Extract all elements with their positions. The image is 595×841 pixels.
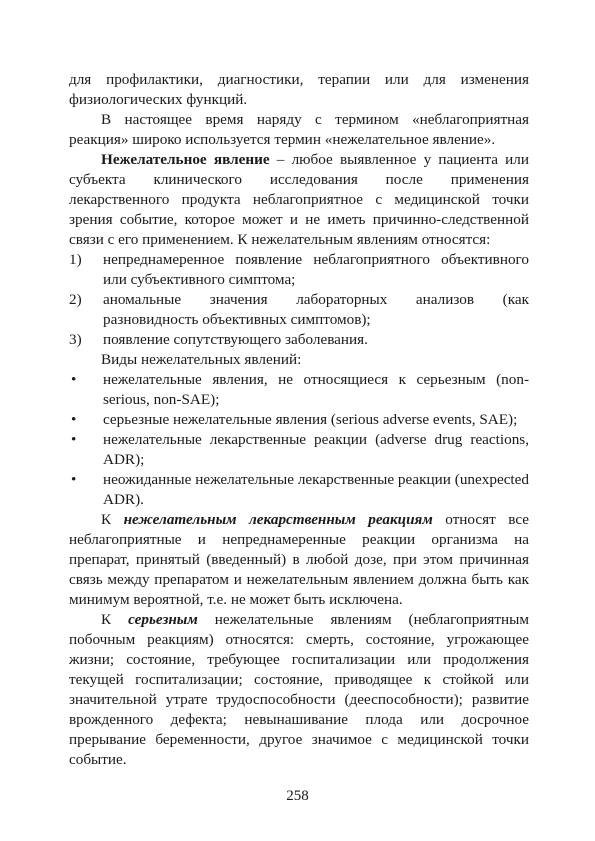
list-item-text: аномальные значения лабораторных анализов (как разновидность объективных симптомов); (103, 291, 529, 328)
paragraph-lead: К (101, 611, 129, 628)
bullet-item-text: серьезные нежелательные явления (serious adverse events, SAE); (103, 411, 518, 428)
bullet-item-text: нежелательные лекарственные реакции (adverse drug reactions, ADR); (103, 431, 529, 468)
list-item (69, 250, 529, 290)
list-number: 3) (69, 331, 82, 348)
bullet-item (69, 470, 529, 510)
term-serious: серьезным (128, 611, 198, 628)
definition-text: – любое выявленное у пациента или субъекта клинического исследования после применения лекарственного продукта неблагоприятное с медицинской точки зрения событие, которое может и не иметь причинно-следственной связи с его применением. К нежелательным явлениям относятся: (69, 151, 529, 248)
paragraph-lead: К (101, 511, 124, 528)
bullet-item-text: неожиданные нежелательные лекарственные реакции (unexpected ADR). (103, 471, 529, 508)
list-item-text: непреднамеренное появление неблагоприятного объективного или субъективного симптома; (103, 251, 529, 288)
list-number: 2) (69, 291, 82, 308)
body-text (69, 70, 529, 770)
paragraph-adverse-reaction-term: В настоящее время наряду с термином «неблагоприятная реакция» широко используется термин «нежелательное явление». (69, 111, 529, 148)
bullet-item-text: нежелательные явления, не относящиеся к серьезным (non-serious, non-SAE); (103, 371, 529, 408)
paragraph-body: относят все неблагоприятные и непреднамеренные реакции организма на препарат, принятый (введенный) в любой дозе, при этом причинная связь между препаратом и нежелательным явлением должна быть как минимум вероятной, т.е. не может быть исключена. (69, 511, 529, 608)
term-adverse-event: Нежелательное явление (101, 151, 270, 168)
bullet-item (69, 430, 529, 470)
bullet-item (69, 370, 529, 410)
paragraph-adverse-event-definition (69, 150, 529, 250)
page-number: 258 (286, 788, 309, 804)
list-item (69, 330, 529, 350)
bullet-icon: • (71, 371, 77, 388)
list-number: 1) (69, 251, 82, 268)
bullet-icon: • (71, 411, 77, 428)
types-heading: Виды нежелательных явлений: (101, 351, 302, 368)
bullet-icon: • (71, 471, 77, 488)
numbered-list (69, 250, 529, 350)
list-item-text: появление сопутствующего заболевания. (103, 331, 368, 348)
paragraph-adverse-drug-reactions (69, 510, 529, 610)
term-adverse-drug-reactions: нежелательным лекарственным реакциям (123, 511, 433, 528)
bullet-item (69, 410, 529, 430)
bullet-list (69, 370, 529, 510)
paragraph-body: нежелательные явлениям (неблагоприятным побочным реакциям) относятся: смерть, состояние, угрожающее жизни; состояние, требующее госпитализации или продолжения текущей госпитализации; состояние, приводящее к стойкой или значительной утрате трудоспособности (дееспособности); развитие врожденного дефекта; невынашивание плода или досрочное прерывание беременности, другое значимое с медицинской точки событие. (69, 611, 529, 768)
paragraph-serious-events (69, 610, 529, 770)
paragraph-continuation: для профилактики, диагностики, терапии или для изменения физиологических функций. (69, 71, 529, 108)
bullet-icon: • (71, 431, 77, 448)
list-item (69, 290, 529, 330)
